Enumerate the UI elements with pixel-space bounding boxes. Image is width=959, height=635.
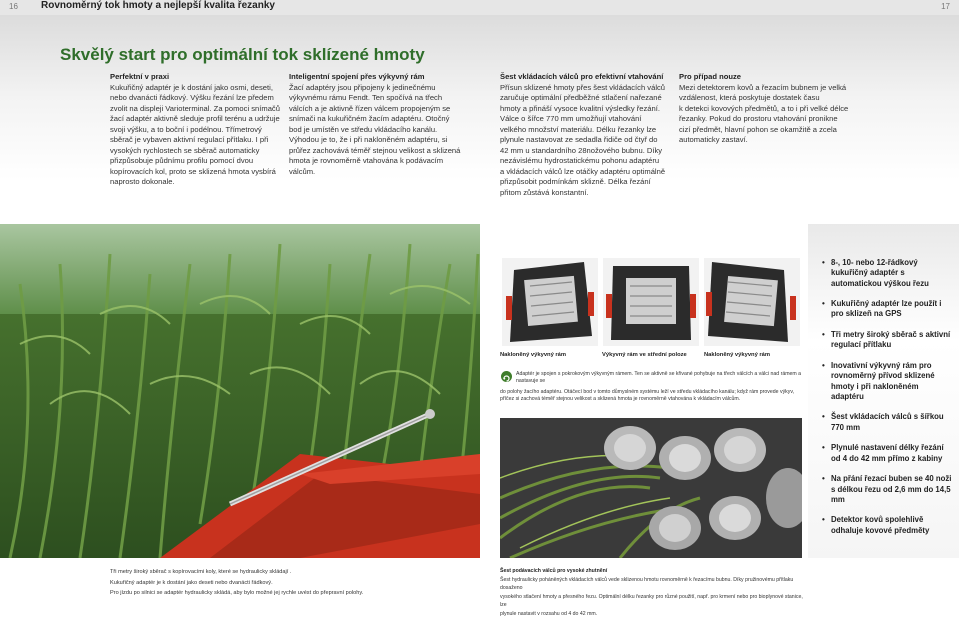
text-line: sběrač je vybaven aktivní regulací přítlaku. I při — [110, 135, 269, 144]
text-line: Přísun sklizené hmoty přes šest vkládacích válců — [500, 82, 666, 92]
text-line: vzdálenost, která poskytuje dostatek času — [679, 93, 820, 102]
text-line: žací adaptér aktivně sleduje profil terénu a udržuje — [110, 114, 280, 123]
feature-item: • Detektor kovů spolehlivě odhaluje kovové předměty — [822, 515, 952, 536]
text-line: vysokých rychlostech se sběrač automaticky — [110, 145, 260, 155]
feature-item: • Šest vkládacích válců s šířkou 770 mm — [822, 412, 952, 433]
adaptive-arrow-icon — [501, 371, 512, 382]
caption-line: plynule nastavit v rozsahu od 4 do 42 mm. — [500, 610, 598, 617]
adaptive-frame-text: Adaptér je spojen s pokrokovým výkyvným rámem. Ten se aktivně se křivané pohybuje na třech válcích a válci nad rámem a nastavuje se — [516, 371, 802, 384]
text-line: řezanky. Pokud do prostoru vtahování pronikne — [679, 114, 838, 123]
column-feed-rollers — [500, 72, 675, 198]
diagram-labels — [500, 352, 802, 362]
text-line: přitom zůstává konstantní. — [500, 187, 589, 197]
corn-harvest-photo — [0, 224, 480, 558]
page-number-left: 16 — [9, 2, 18, 11]
text-line: Kukuřičný adaptér je k dostání jako osmi, deseti, — [110, 82, 273, 92]
caption-line: Šest hydraulicky poháněných vkládacích válců vede sklizenou hmotu rovnoměrně k řezacímu bubnu. Díky pružinovému přítlaku dosaženo — [500, 576, 794, 591]
swing-frame-diagram-left — [502, 258, 598, 346]
feature-item: • 8-, 10- nebo 12-řádkový kukuřičný adaptér s automatickou výškou řezu — [822, 258, 952, 289]
rollers-caption — [500, 567, 805, 618]
column-emergency — [679, 72, 859, 146]
text-line: 42 mm u standardního 28nožového bubnu. Díky — [500, 145, 663, 155]
text-line: Mezi detektorem kovů a řezacím bubnem je velká — [679, 82, 847, 92]
feature-item: • Tři metry široký sběrač s aktivní regulací přítlaku — [822, 330, 952, 351]
text-line: výkyvnému rámu Fendt. Ten spočívá na třech — [289, 93, 443, 102]
text-line: kopírovacích kol, proto se sklizená hmota vysbírá — [110, 166, 276, 176]
text-line: zaručuje optimální předběžné stlačení nařezané — [500, 93, 662, 102]
column-heading: Perfektní v praxi — [110, 72, 170, 81]
feature-item: • Plynulé nastavení délky řezání od 4 do 42 mm přímo z kabiny — [822, 443, 952, 464]
swing-frame-diagram-center — [603, 258, 699, 346]
text-line: velkého množství materiálu. Délku řezanky lze — [500, 124, 657, 134]
diagram-label-right: Nakloněný výkyvný rám — [704, 352, 771, 358]
text-line: přizpůsobuje půdnímu profilu pomocí dvou — [110, 156, 254, 165]
caption-heading: Šest podávacích válců pro vysoké zhutnění — [500, 568, 608, 574]
header-title: Rovnoměrný tok hmoty a nejlepší kvalita řezanky — [41, 0, 275, 11]
adaptive-frame-text-continued: do polohy žacího adaptéru. Otáčecí bod v tomto důmyslném systému leží ve středu vkládacího kanálu; když rám provede výkyv, příčez si zachová téměř stejnou velikost a sklizená hmota je rovnoměrně vtahována k vkládacím válcům. — [500, 389, 795, 402]
text-line: snímači na kukuřičném žacím adaptéru. Otočný — [289, 114, 450, 123]
text-line: automaticky zastaví. — [679, 135, 748, 144]
feed-rollers-illustration — [500, 418, 802, 558]
text-line: naprosto dokonale. — [110, 177, 175, 186]
column-heading: Pro případ nouze — [679, 72, 742, 81]
text-line: Žací adaptéry jsou připojeny k jedinečnému — [289, 82, 436, 92]
feature-item: • Kukuřičný adaptér lze použít i pro sklizeň na GPS — [822, 299, 952, 320]
diagram-label-left: Nakloněný výkyvný rám — [500, 352, 567, 358]
swing-frame-diagram-right — [704, 258, 800, 346]
text-line: zvolit na displeji Varioterminal. Za pomoci snímačů — [110, 103, 280, 113]
text-line: Výhodou je to, že i při nakloněném adaptéru, si — [289, 135, 448, 144]
text-line: nebo dvanácti řádkový. Výšku řezání lze předem — [110, 93, 274, 102]
text-line: Válce o šířce 770 mm umožňují vtahování — [500, 114, 642, 123]
column-heading: Šest vkládacích válců pro efektivní vtahování — [500, 72, 664, 81]
text-line: válcích a je aktivně řízen válcem propojeným se — [289, 103, 451, 113]
main-title: Skvělý start pro optimální tok sklízené hmoty — [60, 45, 425, 64]
text-line: a vkládacích válců lze otáčky adaptéru optimálně — [500, 166, 666, 176]
text-line: válcům. — [289, 166, 316, 176]
features-sidebar — [808, 224, 959, 558]
diagram-label-center: Výkyvný rám ve střední poloze — [602, 352, 687, 358]
caption-line: vysokého stlačení hmoty a přesného řezu. Optimální délku řezanky pro různé použití, např. pro krmení nebo pro bioplynové stanice, lze — [500, 593, 803, 608]
text-line: svoji výšku, a to boční i podélnou. Třímetrový — [110, 124, 262, 134]
features-list — [822, 258, 952, 546]
caption-line: Kukuřičný adaptér je k dostání jako deseti nebo dvanácti řádkový. — [110, 579, 273, 586]
text-line: hmota je rovnoměrně vtahována k podávacím — [289, 156, 444, 165]
photo-caption — [110, 567, 410, 599]
text-line: bod je umístěn ve středu vkládacího kanálu. — [289, 124, 438, 134]
caption-line: Pro jízdu po silnici se adaptér hydraulicky skládá, aby bylo možné jej rychle uvést do přepravní polohy. — [110, 590, 364, 596]
page-number-right: 17 — [941, 2, 950, 11]
text-line: cizí předmět, hlavní pohon se okamžitě a zcela — [679, 124, 837, 134]
text-line: průřez zachovává téměř stejnou velikost a sklizená — [289, 145, 461, 155]
text-line: k detekci kovových předmětů, a to i při velké délce — [679, 103, 849, 113]
column-praxis — [110, 72, 285, 188]
caption-line: Tři metry široký sběrač s kopírovacími koly, které se hydraulicky skládají . — [110, 569, 292, 575]
column-swing-frame — [289, 72, 469, 177]
feature-item: • Na přání řezací buben se 40 noži s délkou řezu od 2,6 mm do 14,5 mm — [822, 474, 952, 505]
text-line: hmoty a přináší vysoce kvalitní výsledky řezání. — [500, 103, 660, 113]
text-line: přizpůsobit podmínkám sklizně. Délka řezání — [500, 177, 651, 186]
feature-item: • Inovativní výkyvný rám pro rovnoměrný přívod sklizené hmoty i při nakloněném adaptéru — [822, 361, 952, 402]
text-line: plynule nastavovat ze sedadla řidiče od čtyř do — [500, 135, 658, 144]
text-line: nezávislému hydrostatickému pohonu adaptéru — [500, 156, 660, 165]
column-heading: Inteligentní spojení přes výkyvný rám — [289, 72, 425, 81]
swing-frame-diagrams — [500, 256, 802, 348]
